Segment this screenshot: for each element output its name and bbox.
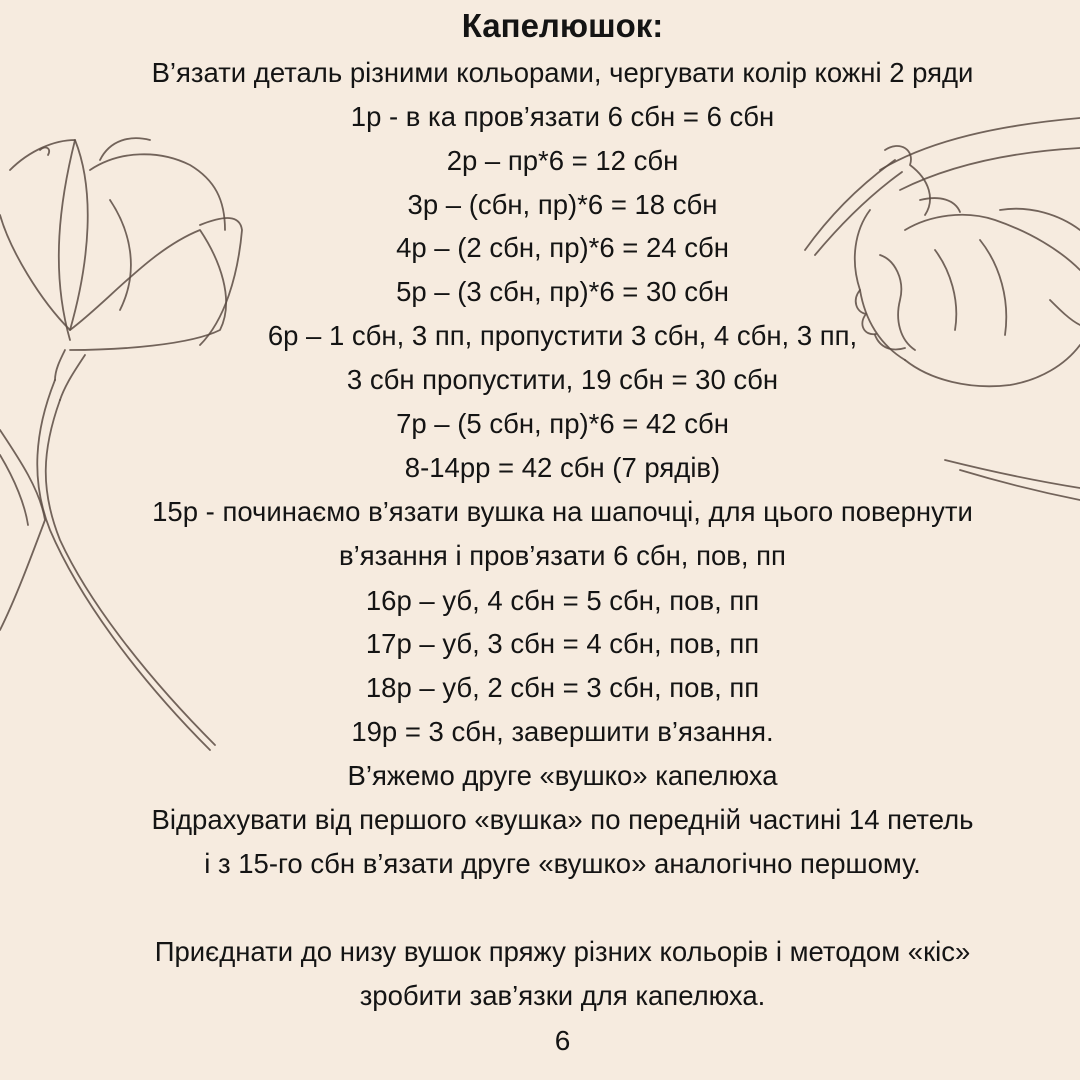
instruction-line: 6р – 1 сбн, 3 пп, пропустити 3 сбн, 4 сбн, 3 пп, [267, 320, 858, 351]
instruction-line: 1р - в ка пров’язати 6 сбн = 6 сбн [350, 101, 775, 132]
instruction-line: 2р – пр*6 = 12 сбн [446, 145, 679, 176]
instruction-line: 15р - починаємо в’язати вушка на шапочці, для цього повернути [152, 496, 973, 527]
instruction-line: 19р = 3 сбн, завершити в’язання. [351, 716, 774, 747]
instruction-line: в’язання і пров’язати 6 сбн, пов, пп [339, 540, 786, 571]
instruction-line: і з 15-го сбн в’язати друге «вушко» аналогічно першому. [204, 848, 921, 879]
instruction-line: В’язати деталь різними кольорами, чергувати колір кожні 2 ряди [151, 57, 974, 88]
instruction-line: В’яжемо друге «вушко» капелюха [347, 760, 778, 791]
instruction-line: 5р – (3 сбн, пр)*6 = 30 сбн [396, 276, 729, 307]
page-number: 6 [554, 1025, 571, 1056]
page-title: Капелюшок: [461, 7, 664, 44]
instruction-line: 16р – уб, 4 сбн = 5 сбн, пов, пп [365, 585, 760, 616]
instruction-line: 18р – уб, 2 сбн = 3 сбн, пов, пп [365, 672, 760, 703]
instruction-line: зробити зав’язки для капелюха. [359, 980, 766, 1011]
instruction-line: Відрахувати від першого «вушка» по передній частині 14 петель [151, 804, 974, 835]
instruction-line: Приєднати до низу вушок пряжу різних кольорів і методом «кіс» [154, 936, 971, 967]
instruction-line: 4р – (2 сбн, пр)*6 = 24 сбн [396, 232, 729, 263]
instruction-line: 17р – уб, 3 сбн = 4 сбн, пов, пп [365, 628, 760, 659]
instruction-line: 3 сбн пропустити, 19 сбн = 30 сбн [346, 364, 779, 395]
instruction-line: 7р – (5 сбн, пр)*6 = 42 сбн [396, 408, 729, 439]
instruction-line: 8-14рр = 42 сбн (7 рядів) [404, 452, 721, 483]
instruction-line: 3р – (сбн, пр)*6 = 18 сбн [407, 189, 718, 220]
